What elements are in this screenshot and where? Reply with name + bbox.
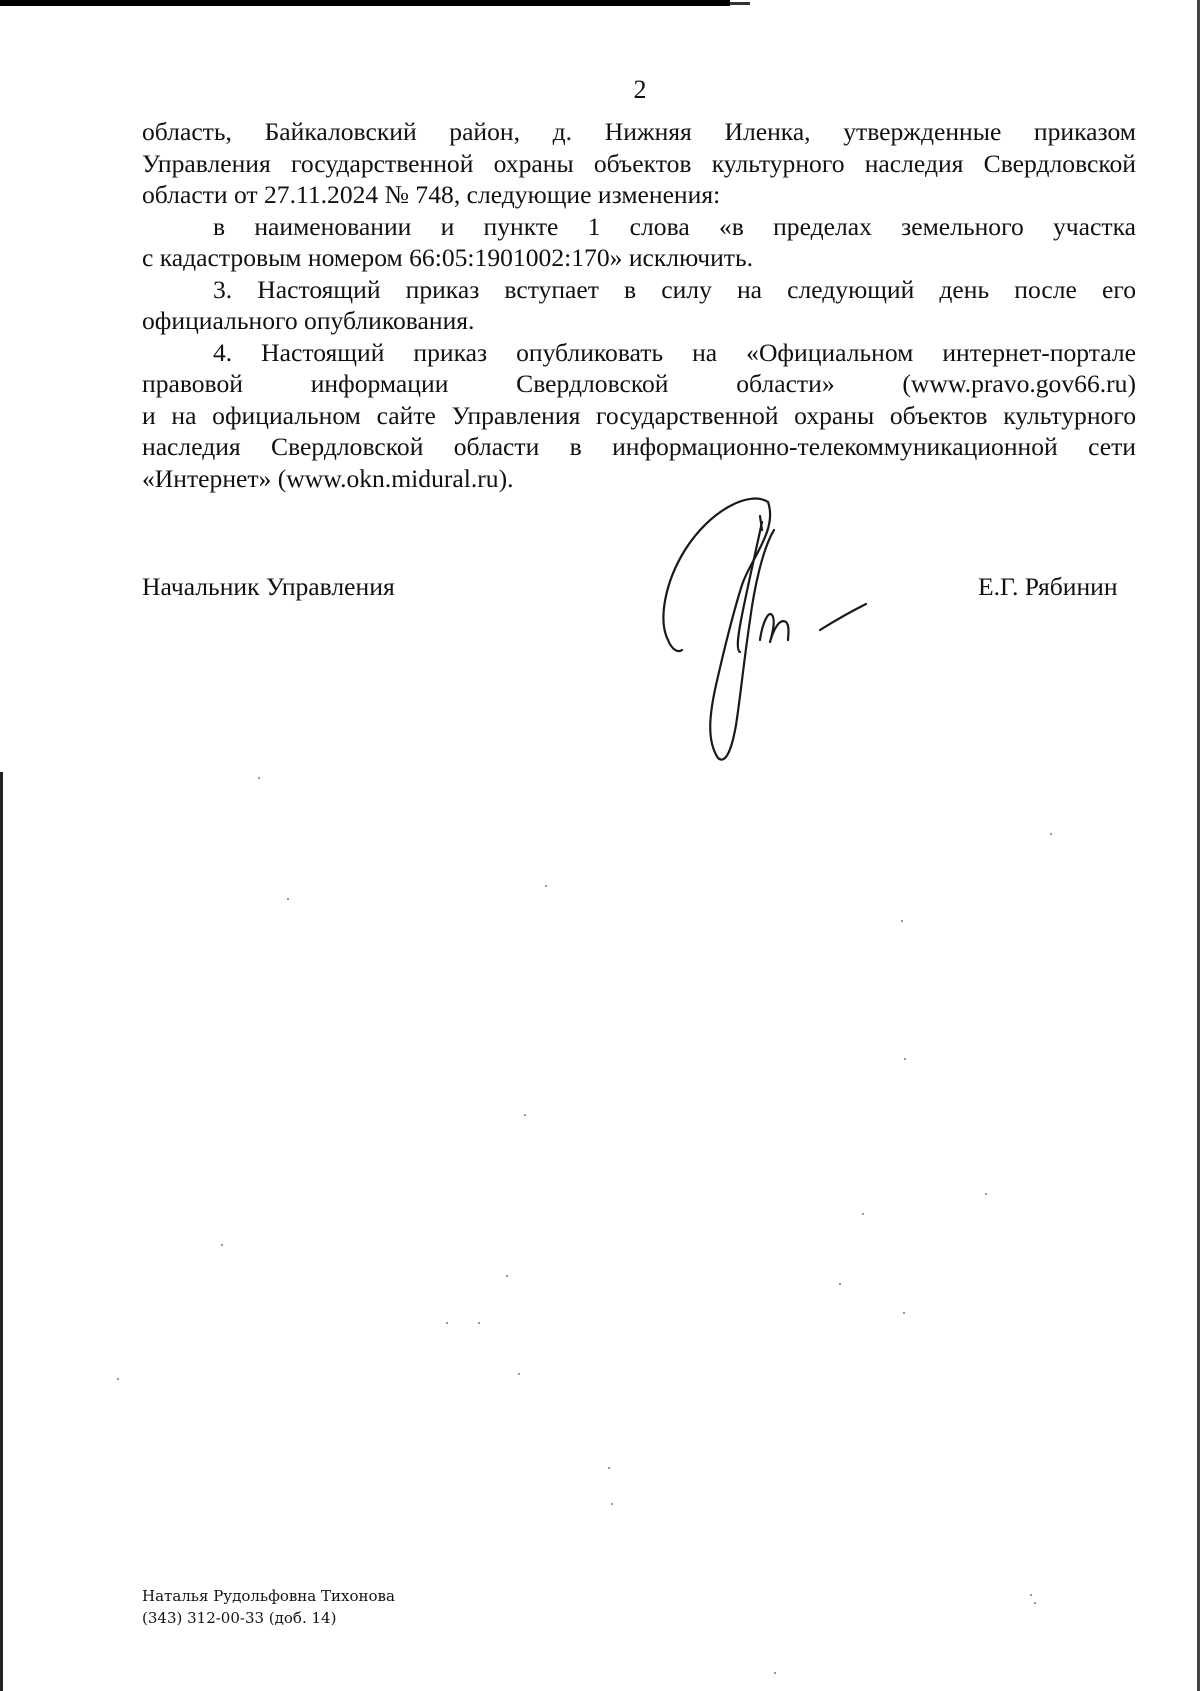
- scan-top-edge-thin: [730, 2, 750, 5]
- paragraph-amendment-text: [142, 211, 1136, 274]
- scan-top-edge: [0, 0, 730, 6]
- scan-speck: [774, 1672, 776, 1674]
- scan-speck: [985, 1193, 987, 1195]
- scan-speck: [839, 1283, 841, 1285]
- text-line: области от 27.11.2024 № 748, следующие изменения:: [142, 180, 721, 209]
- scan-speck: [862, 1213, 864, 1215]
- text-line: правовой информации Свердловской области» (www.pravo.gov66.ru): [142, 369, 1136, 398]
- paragraph-item-4: [142, 337, 1136, 495]
- scan-left-edge: [0, 772, 3, 1691]
- text-line: 3. Настоящий приказ вступает в силу на следующий день после его: [213, 274, 1136, 304]
- scan-speck: [117, 1378, 119, 1380]
- paragraph-amendment-intro: [142, 116, 1136, 211]
- text-line: «Интернет» (www.okn.midural.ru).: [142, 463, 514, 493]
- scan-speck: [904, 1058, 906, 1060]
- scan-speck: [901, 920, 903, 922]
- scan-speck: [545, 885, 547, 887]
- page-number: 2: [633, 75, 647, 104]
- signer-name: Е.Г. Рябинин: [978, 572, 1118, 601]
- text-line: и на официальном сайте Управления государственной охраны объектов культурного: [142, 400, 1136, 430]
- handwritten-signature: [640, 490, 880, 770]
- scan-speck: [524, 1114, 526, 1116]
- executor-block: [142, 1585, 395, 1629]
- scan-speck: [478, 1322, 480, 1324]
- text-line: официального опубликования.: [142, 306, 475, 335]
- scan-speck: [221, 1244, 223, 1246]
- text-line: 4. Настоящий приказ опубликовать на «Официальном интернет-портале: [213, 337, 1136, 367]
- scan-speck: [258, 777, 260, 779]
- text-line: Управления государственной охраны объектов культурного наследия Свердловской: [142, 148, 1136, 178]
- scan-speck: [518, 1373, 520, 1375]
- scan-speck: [1030, 1594, 1032, 1596]
- scan-speck: [903, 1312, 905, 1314]
- scan-speck: [1034, 1602, 1036, 1604]
- scan-speck: [611, 1503, 613, 1505]
- scan-speck: [287, 898, 289, 900]
- text-line: с кадастровым номером 66:05:1901002:170» исключить.: [142, 243, 754, 272]
- text-line: область, Байкаловский район, д. Нижняя Иленка, утвержденные приказом: [142, 117, 1136, 146]
- text-line: наследия Свердловской области в информационно-телекоммуникационной сети: [142, 432, 1136, 461]
- scan-speck: [446, 1322, 448, 1324]
- paragraph-item-3: [142, 274, 1136, 337]
- scan-speck: [506, 1275, 508, 1277]
- scan-speck: [608, 1467, 610, 1469]
- text-line: в наименовании и пункте 1 слова «в пределах земельного участка: [213, 211, 1136, 241]
- executor-phone: (343) 312-00-33 (доб. 14): [142, 1609, 337, 1627]
- scan-speck: [1050, 833, 1052, 835]
- executor-name: Наталья Рудольфовна Тихонова: [142, 1587, 395, 1605]
- signer-title: Начальник Управления: [142, 572, 395, 601]
- document-body: [142, 116, 1136, 494]
